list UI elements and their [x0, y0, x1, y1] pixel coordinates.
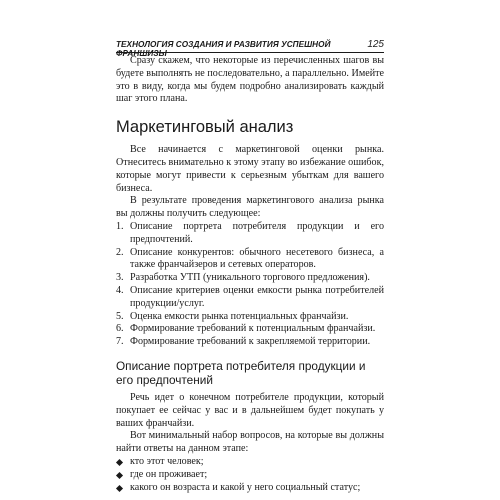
list-item — [116, 311, 384, 324]
list-item-text: Формирование требований к потенциальным франчайзи. — [130, 323, 376, 335]
list-item-number: 4. — [116, 284, 124, 296]
list-item — [116, 285, 384, 311]
bullet-text: где он проживает; — [130, 468, 208, 480]
list-item-number: 5. — [116, 310, 124, 322]
page-number: 125 — [367, 39, 384, 50]
list-item-number: 2. — [116, 246, 124, 258]
section-paragraph: Все начинается с маркетинговой оценки рынка. Отнеситесь внимательно к этому этапу во избежание ошибок, которые могут привести к серьезным убыткам для вашего бизнеса. — [116, 144, 384, 194]
diamond-bullet-icon — [116, 459, 123, 466]
list-item-text: Описание конкурентов: обычного несетевого бизнеса, а также франчайзеров и сетевых операторов. — [130, 246, 384, 271]
subsection-heading: Описание портрета потребителя продукции и его предпочтений — [116, 358, 366, 387]
list-item-number: 3. — [116, 272, 124, 284]
section-paragraph: В результате проведения маркетингового анализа рынка вы должны получить следующее: — [116, 195, 384, 220]
list-item — [116, 336, 384, 349]
list-item-number: 7. — [116, 336, 124, 348]
intro-paragraph: Сразу скажем, что некоторые из перечисленных шагов вы будете выполнять не последовательно, а параллельно. Имейте это в виду, когда мы будем подробно анализировать каждый шаг этого плана. — [116, 55, 384, 105]
list-item-text: Описание критериев оценки емкости рынка потребителей продукции/услуг. — [130, 284, 384, 309]
subsection-paragraph: Речь идет о конечном потребителе продукции, который покупает ее сейчас у вас и в дальнейшем будет покупать у ваших франчайзи. — [116, 391, 384, 429]
bullet-item — [116, 482, 384, 495]
header-rule — [116, 52, 384, 53]
bullet-item — [116, 469, 384, 482]
page-body — [116, 55, 384, 494]
list-item-text: Разработка УТП (уникального торгового предложения). — [130, 272, 370, 284]
list-item — [116, 323, 384, 336]
steps-list — [116, 221, 384, 349]
running-title: ТЕХНОЛОГИЯ СОЗДАНИЯ И РАЗВИТИЯ УСПЕШНОЙ ФРАНШИЗЫ — [116, 40, 331, 58]
list-item-number: 1. — [116, 220, 124, 232]
list-item — [116, 247, 384, 273]
subsection-paragraph: Вот минимальный набор вопросов, на которые вы должны найти ответы на данном этапе: — [116, 430, 384, 455]
list-item-text: Формирование требований к закрепляемой территории. — [130, 336, 371, 348]
list-item-number: 6. — [116, 323, 124, 335]
list-item-text: Описание портрета потребителя продукции и его предпочтений. — [130, 220, 384, 245]
list-item-text: Оценка емкости рынка потенциальных франчайзи. — [130, 310, 349, 322]
bullet-text: кто этот человек; — [130, 455, 204, 467]
bullet-text: какого он возраста и какой у него социальный статус; — [130, 481, 361, 493]
diamond-bullet-icon — [116, 484, 123, 491]
diamond-bullet-icon — [116, 472, 123, 479]
list-item — [116, 272, 384, 285]
list-item — [116, 221, 384, 247]
section-heading: Маркетинговый анализ — [116, 118, 294, 137]
bullet-item — [116, 456, 384, 469]
bullet-list — [116, 456, 384, 494]
